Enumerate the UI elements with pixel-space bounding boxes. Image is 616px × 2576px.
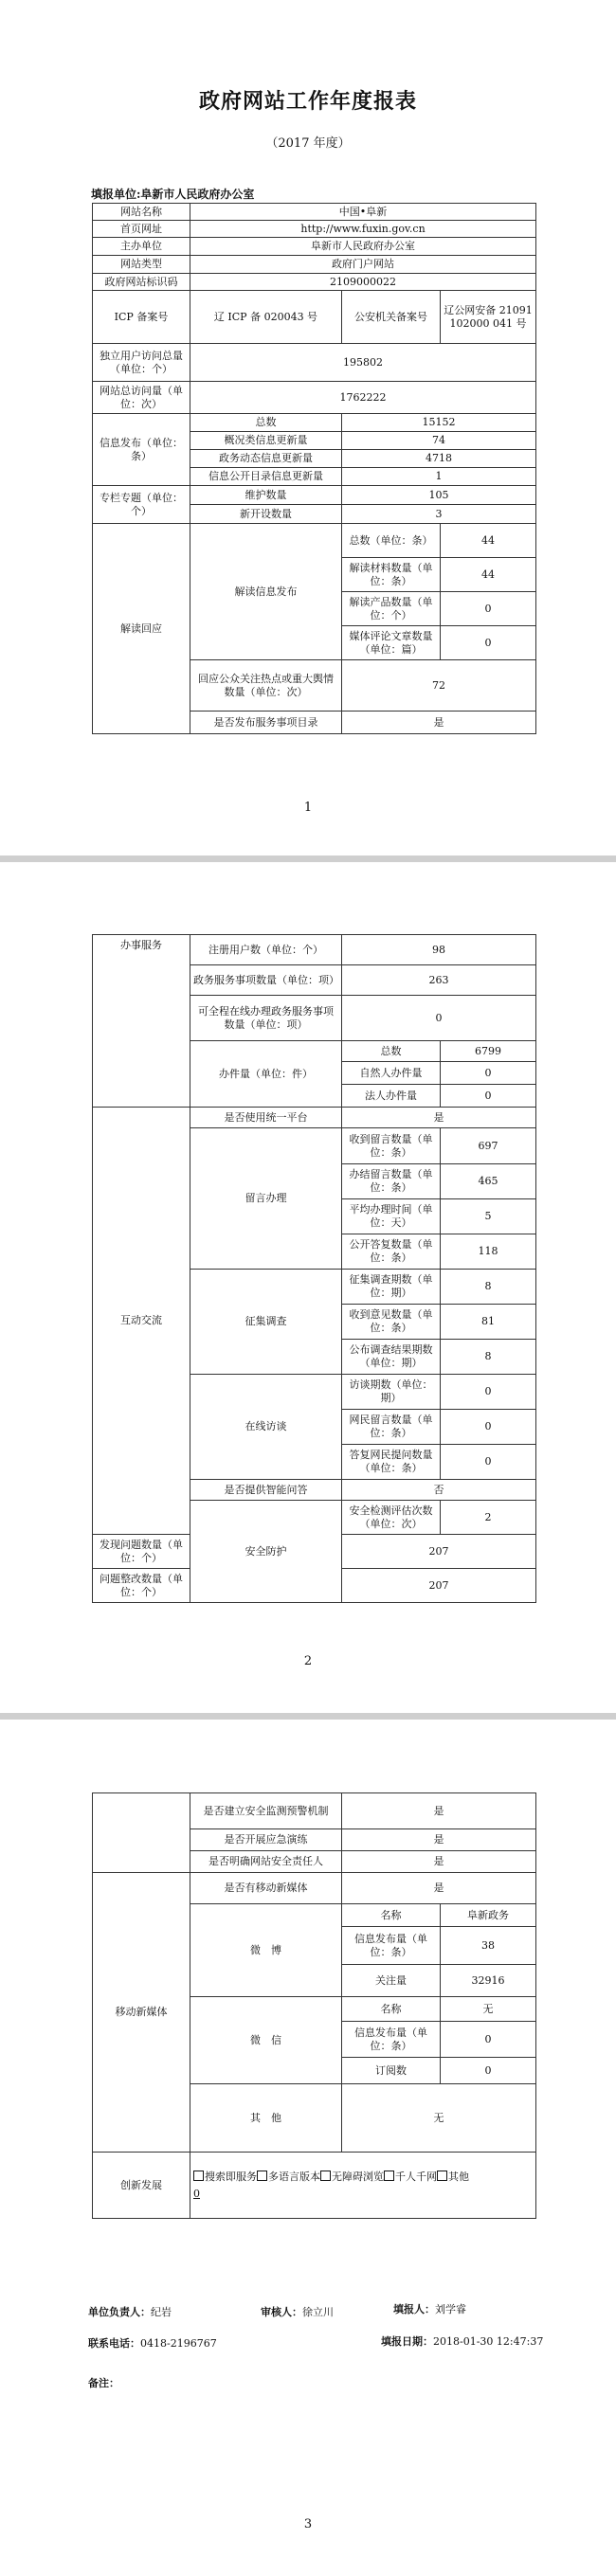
report-table-1: [92, 203, 536, 734]
report-table-2: [92, 934, 536, 1603]
cell-label: 自然人办件量: [342, 1062, 441, 1085]
cell-value: 1: [342, 468, 536, 486]
footer-filler: 填报人：刘学睿: [393, 2303, 466, 2315]
cell-label: 在线访谈: [190, 1375, 342, 1480]
cell-label: 办结留言数量（单位：条）: [342, 1164, 441, 1199]
cell-label: 关注量: [342, 1965, 441, 1997]
cell-label: 访谈期数（单位：期）: [342, 1375, 441, 1410]
cell-label: 是否使用统一平台: [190, 1108, 342, 1128]
footer-reviewer: 审核人：徐立川: [261, 2306, 334, 2318]
checkbox-multilingual[interactable]: [257, 2171, 267, 2181]
cell-blank: [93, 1793, 190, 1873]
footer-leader: 单位负责人：纪岩: [88, 2306, 172, 2318]
cell-value: 195802: [190, 344, 536, 382]
checkbox-search-service[interactable]: [193, 2171, 204, 2181]
cell-value: 0: [441, 1062, 536, 1085]
cell-value: 118: [441, 1234, 536, 1270]
innovation-options: [190, 2153, 536, 2219]
cell-label: 注册用户数（单位：个）: [190, 935, 342, 965]
cell-label: 新开设数量: [190, 505, 342, 524]
other-value: 0: [193, 2187, 200, 2200]
cell-value: 263: [342, 965, 536, 996]
cell-label: 公安机关备案号: [342, 291, 441, 344]
cell-value: 0: [441, 2022, 536, 2058]
page-number: 2: [303, 1654, 313, 1668]
option-label: 千人千网: [395, 2170, 437, 2183]
cell-value: 是: [342, 712, 536, 734]
cell-label: 安全防护: [190, 1501, 342, 1603]
cell-label: 互动交流: [93, 1108, 190, 1535]
cell-value: 0: [342, 996, 536, 1041]
cell-value: 是: [342, 1829, 536, 1851]
cell-value: 辽公网安备 21091102000 041 号: [441, 291, 536, 344]
cell-value: 阜新市人民政府办公室: [190, 238, 536, 256]
cell-label: 征集调查期数（单位：期）: [342, 1270, 441, 1305]
cell-label: 信息公开目录信息更新量: [190, 468, 342, 486]
cell-label: 公开答复数量（单位：条）: [342, 1234, 441, 1270]
cell-value: 44: [441, 524, 536, 558]
cell-label: 留言办理: [190, 1128, 342, 1270]
cell-value: 5: [441, 1199, 536, 1234]
cell-value: 3: [342, 505, 536, 524]
cell-value: 4718: [342, 450, 536, 468]
cell-value: 0: [441, 1410, 536, 1445]
cell-label: 回应公众关注热点或重大舆情数量（单位：次）: [190, 660, 342, 712]
cell-value: 0: [441, 1375, 536, 1410]
cell-value: 6799: [441, 1041, 536, 1062]
cell-value: 72: [342, 660, 536, 712]
cell-label: 是否提供智能问答: [190, 1480, 342, 1501]
page-number: 1: [303, 801, 313, 815]
cell-label: 解读回应: [93, 524, 190, 734]
cell-value: 0: [441, 592, 536, 626]
option-label: 无障碍浏览: [332, 2170, 384, 2183]
cell-value: 辽 ICP 备 020043 号: [190, 291, 342, 344]
report-year: （2017 年度）: [265, 136, 351, 151]
cell-label: 订阅数: [342, 2058, 441, 2084]
cell-label: 是否明确网站安全责任人: [190, 1851, 342, 1873]
cell-label: 微 信: [190, 1997, 342, 2084]
footer-remarks: 备注：: [88, 2377, 119, 2389]
cell-label: 政务服务事项数量（单位：项）: [190, 965, 342, 996]
cell-value: 中国•阜新: [190, 204, 536, 221]
cell-label: 法人办件量: [342, 1085, 441, 1108]
cell-value: 0: [441, 1085, 536, 1108]
cell-label: ICP 备案号: [93, 291, 190, 344]
cell-value: 否: [342, 1480, 536, 1501]
cell-label: 是否有移动新媒体: [190, 1873, 342, 1904]
report-table-3: [92, 1792, 536, 2219]
cell-value: 是: [342, 1108, 536, 1128]
filing-unit: 填报单位:阜新市人民政府办公室: [91, 188, 255, 201]
cell-value: 8: [441, 1340, 536, 1375]
cell-label: 总数（单位：条）: [342, 524, 441, 558]
cell-value: 阜新政务: [441, 1904, 536, 1927]
cell-value: 38: [441, 1927, 536, 1965]
cell-value: http://www.fuxin.gov.cn: [190, 221, 536, 238]
option-label: 多语言版本: [268, 2170, 320, 2183]
option-label: 其他: [448, 2170, 469, 2183]
cell-value: 44: [441, 558, 536, 592]
cell-label: 答复网民提问数量（单位：条）: [342, 1445, 441, 1480]
cell-value: 2: [441, 1501, 536, 1535]
cell-label: 独立用户访问总量（单位：个）: [93, 344, 190, 382]
cell-value: 政府门户网站: [190, 256, 536, 274]
cell-label: 总数: [342, 1041, 441, 1062]
cell-label: 可全程在线办理政务服务事项数量（单位：项）: [190, 996, 342, 1041]
cell-label: 办事服务: [93, 935, 190, 1108]
cell-value: 105: [342, 486, 536, 505]
cell-label: 微 博: [190, 1904, 342, 1997]
checkbox-accessibility[interactable]: [320, 2171, 331, 2181]
cell-label: 概况类信息更新量: [190, 432, 342, 450]
cell-label: 政务动态信息更新量: [190, 450, 342, 468]
cell-label: 信息发布（单位：条）: [93, 414, 190, 486]
cell-value: 1762222: [190, 382, 536, 414]
cell-label: 安全检测评估次数（单位：次）: [342, 1501, 441, 1535]
option-label: 搜索即服务: [205, 2170, 257, 2183]
page-1: [0, 0, 616, 856]
cell-value: 0: [441, 626, 536, 660]
cell-value: 207: [342, 1535, 536, 1569]
cell-value: 无: [441, 1997, 536, 2022]
cell-label: 政府网站标识码: [93, 274, 190, 291]
cell-label: 网站类型: [93, 256, 190, 274]
cell-value: 98: [342, 935, 536, 965]
cell-value: 32916: [441, 1965, 536, 1997]
cell-label: 是否开展应急演练: [190, 1829, 342, 1851]
cell-label: 其 他: [190, 2084, 342, 2153]
cell-label: 征集调查: [190, 1270, 342, 1375]
cell-value: 465: [441, 1164, 536, 1199]
cell-label: 专栏专题（单位：个）: [93, 486, 190, 524]
cell-label: 收到留言数量（单位：条）: [342, 1128, 441, 1164]
cell-label: 公布调查结果期数（单位：期）: [342, 1340, 441, 1375]
footer-phone: 联系电话：0418-2196767: [88, 2337, 217, 2350]
cell-label: 网民留言数量（单位：条）: [342, 1410, 441, 1445]
footer-date: 填报日期：2018-01-30 12:47:37: [381, 2335, 544, 2348]
cell-label: 信息发布量（单位：条）: [342, 1927, 441, 1965]
cell-label: 网站总访问量（单位：次）: [93, 382, 190, 414]
cell-label: 解读信息发布: [190, 524, 342, 660]
page-2: [0, 862, 616, 1713]
cell-label: 创新发展: [93, 2153, 190, 2219]
page-number: 3: [303, 2517, 313, 2531]
cell-label: 解读材料数量（单位：条）: [342, 558, 441, 592]
cell-value: 无: [342, 2084, 536, 2153]
cell-label: 首页网址: [93, 221, 190, 238]
cell-label: 名称: [342, 1904, 441, 1927]
cell-value: 15152: [342, 414, 536, 432]
cell-label: 媒体评论文章数量（单位：篇）: [342, 626, 441, 660]
checkbox-personalized[interactable]: [384, 2171, 394, 2181]
cell-label: 收到意见数量（单位：条）: [342, 1305, 441, 1340]
checkbox-other[interactable]: [437, 2171, 447, 2181]
cell-value: 81: [441, 1305, 536, 1340]
cell-label: 是否发布服务事项目录: [190, 712, 342, 734]
page-3: [0, 1720, 616, 2576]
cell-value: 697: [441, 1128, 536, 1164]
cell-value: 2109000022: [190, 274, 536, 291]
cell-label: 网站名称: [93, 204, 190, 221]
cell-value: 是: [342, 1793, 536, 1829]
cell-label: 办件量（单位：件）: [190, 1041, 342, 1108]
cell-label: 主办单位: [93, 238, 190, 256]
cell-label: 信息发布量（单位：条）: [342, 2022, 441, 2058]
cell-label: 是否建立安全监测预警机制: [190, 1793, 342, 1829]
cell-value: 8: [441, 1270, 536, 1305]
cell-value: 207: [342, 1569, 536, 1603]
cell-label: 问题整改数量（单位：个）: [93, 1569, 190, 1603]
cell-value: 74: [342, 432, 536, 450]
cell-value: 0: [441, 1445, 536, 1480]
cell-label: 解读产品数量（单位：个）: [342, 592, 441, 626]
cell-label: 移动新媒体: [93, 1873, 190, 2153]
cell-label: 维护数量: [190, 486, 342, 505]
cell-value: 0: [441, 2058, 536, 2084]
cell-value: 是: [342, 1851, 536, 1873]
report-title: 政府网站工作年度报表: [198, 89, 417, 114]
cell-label: 总数: [190, 414, 342, 432]
cell-value: 是: [342, 1873, 536, 1904]
cell-label: 平均办理时间（单位：天）: [342, 1199, 441, 1234]
cell-label: 名称: [342, 1997, 441, 2022]
cell-label: 发现问题数量（单位：个）: [93, 1535, 190, 1569]
